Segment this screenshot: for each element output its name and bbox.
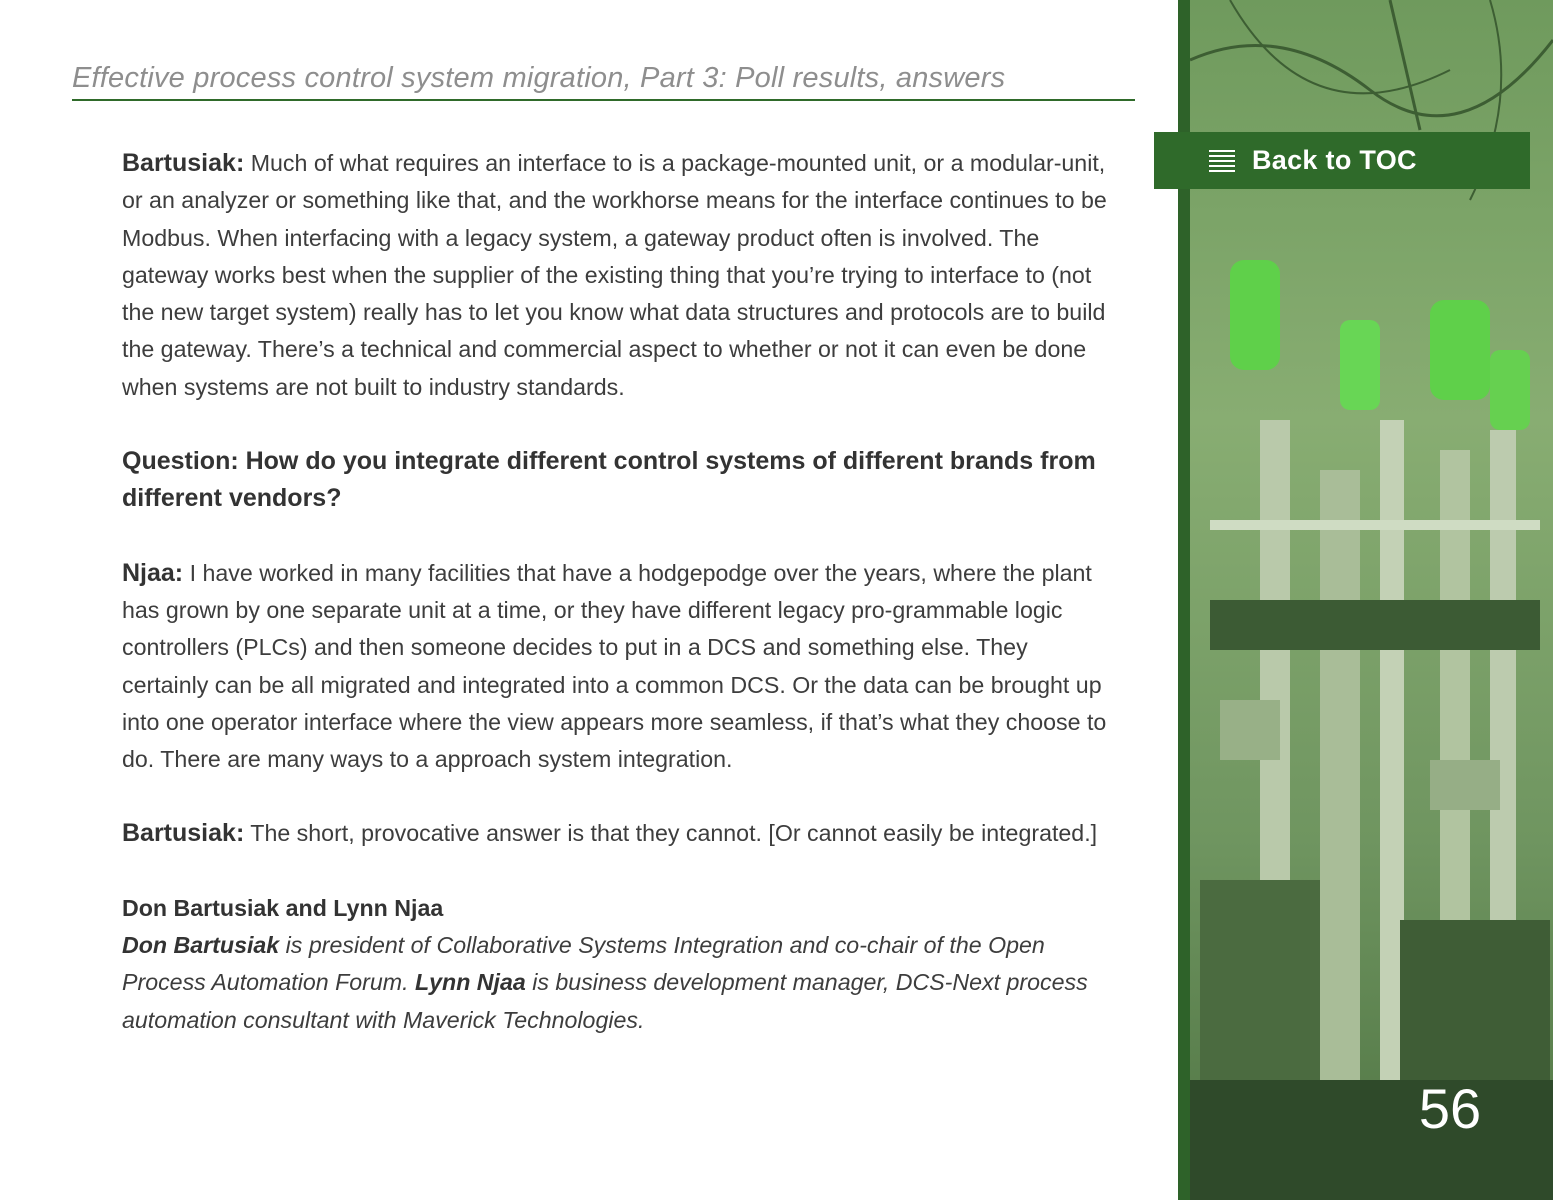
speaker-name: Bartusiak:	[122, 819, 245, 848]
answer-text: I have worked in many facilities that have a hodgepodge over the years, where the plant has grown by one separate unit at a time, or they have different legacy pro-grammable logic controllers (PLCs) and then someone decides to put in a DCS and something else. They certainly can be all migrated and integrated into a common DCS. Or the data can be brought up into one operator interface where the view appears more seamless, if that’s what they choose to do. There are many ways to a approach system integration.	[122, 559, 1107, 773]
authors-heading: Don Bartusiak and Lynn Njaa	[122, 894, 444, 921]
answer-text: The short, provocative answer is that they cannot. [Or cannot easily be integrated.]	[244, 820, 1098, 847]
list-icon	[1209, 150, 1235, 172]
author-bio-text: is president of Collaborative Systems Integration and co-chair of the Open Process Automation Forum.	[122, 932, 1045, 996]
question-heading: Question: How do you integrate different control systems of different brands from different vendors?	[122, 447, 1096, 513]
answer-paragraph	[122, 555, 1117, 779]
answer-paragraph	[122, 145, 1117, 406]
author-bio-text: is business development manager, DCS-Next process automation consultant with Maverick Technologies.	[122, 969, 1088, 1033]
speaker-name: Bartusiak:	[122, 149, 245, 177]
article-body	[122, 145, 1117, 1039]
back-to-toc-label: Back to TOC	[1252, 145, 1417, 175]
answer-paragraph	[122, 815, 1117, 852]
answer-text: Much of what requires an interface to is a package-mounted unit, or a modular-unit, or an analyzer or something like that, and the workhorse means for the interface continues to be Modbus. When interfacing with a legacy system, a gateway product often is involved. The gateway works best when the supplier of the existing thing that you’re trying to interface to (not the new target system) really has to let you know what data structures and protocols are to build the gateway. There’s a technical and commercial aspect to whether or not it can even be done when systems are not built to industry standards.	[122, 150, 1107, 400]
back-to-toc-button[interactable]	[1154, 132, 1530, 189]
author-bio	[122, 927, 1117, 1039]
page-header-title: Effective process control system migration, Part 3: Poll results, answers	[72, 62, 1135, 101]
page-number: 56	[1418, 1077, 1482, 1140]
speaker-name: Njaa:	[122, 558, 184, 587]
author-name: Don Bartusiak	[122, 932, 280, 959]
author-name: Lynn Njaa	[414, 969, 526, 996]
